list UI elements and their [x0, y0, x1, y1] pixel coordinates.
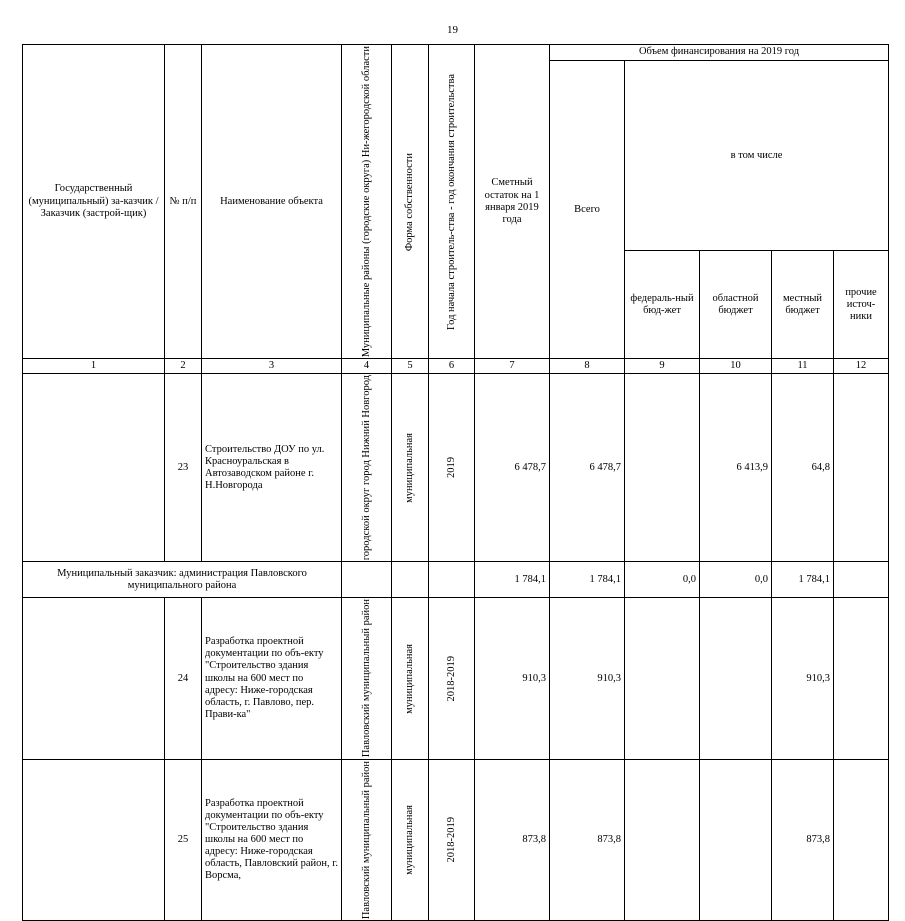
financing-table [22, 44, 889, 921]
colnum: 11 [772, 359, 834, 374]
header-years-cell [429, 45, 475, 359]
header-other: прочие источ-ники [834, 251, 889, 359]
cell-ownership-wrap [392, 374, 429, 562]
cell-years-wrap [429, 374, 475, 562]
cell-balance: 873,8 [475, 759, 550, 920]
colnum: 5 [392, 359, 429, 374]
cell-empty [392, 562, 429, 598]
cell-ownership: муниципальная [404, 432, 416, 503]
cell-object-name: Разработка проектной документации по объ-екту "Строительство здания школы на 600 мест по адресу: Ниже-городская область, Павловский район, г. Ворсма, [202, 759, 342, 920]
colnum: 7 [475, 359, 550, 374]
header-row-1 [23, 45, 889, 61]
cell-number: 24 [165, 598, 202, 759]
header-local: местный бюджет [772, 251, 834, 359]
column-numbers-row [23, 359, 889, 374]
header-number: № п/п [165, 45, 202, 359]
cell-number: 23 [165, 374, 202, 562]
cell-local: 873,8 [772, 759, 834, 920]
cell-district-wrap [342, 374, 392, 562]
cell-other [834, 759, 889, 920]
table-row [23, 374, 889, 562]
header-including: в том числе [625, 61, 889, 251]
cell-balance: 910,3 [475, 598, 550, 759]
colnum: 10 [700, 359, 772, 374]
colnum: 4 [342, 359, 392, 374]
cell-regional [700, 598, 772, 759]
cell-federal [625, 374, 700, 562]
cell-object-name: Строительство ДОУ по ул. Красноуральская в Автозаводском районе г. Н.Новгорода [202, 374, 342, 562]
colnum: 6 [429, 359, 475, 374]
cell-federal [625, 759, 700, 920]
colnum: 1 [23, 359, 165, 374]
cell-ownership: муниципальная [404, 804, 416, 875]
cell-object-name: Разработка проектной документации по объ-екту "Строительство здания школы на 600 мест по адресу: Ниже-городская область, г. Павлово, пер. Прави-ка" [202, 598, 342, 759]
cell-empty [342, 562, 392, 598]
colnum: 8 [550, 359, 625, 374]
header-total: Всего [550, 61, 625, 359]
cell-total: 1 784,1 [550, 562, 625, 598]
cell-customer [23, 759, 165, 920]
header-districts-cell [342, 45, 392, 359]
cell-ownership-wrap [392, 598, 429, 759]
cell-district: Павловский муниципальный район [360, 599, 372, 758]
table-row [23, 598, 889, 759]
cell-district-wrap [342, 759, 392, 920]
cell-number: 25 [165, 759, 202, 920]
group-customer: Муниципальный заказчик: администрация Павловского муниципального района [23, 562, 342, 598]
header-years: Год начала строитель-ства - год окончания строительства [445, 73, 457, 330]
cell-years: 2018-2019 [445, 816, 457, 863]
cell-other [834, 562, 889, 598]
cell-local: 910,3 [772, 598, 834, 759]
cell-years-wrap [429, 598, 475, 759]
header-regional: областной бюджет [700, 251, 772, 359]
colnum: 12 [834, 359, 889, 374]
cell-balance: 1 784,1 [475, 562, 550, 598]
cell-local: 64,8 [772, 374, 834, 562]
cell-regional: 0,0 [700, 562, 772, 598]
header-ownership-cell [392, 45, 429, 359]
header-ownership: Форма собственности [404, 152, 416, 251]
cell-years: 2019 [445, 457, 457, 479]
cell-years: 2018-2019 [445, 655, 457, 702]
cell-other [834, 374, 889, 562]
cell-ownership: муниципальная [404, 643, 416, 714]
header-federal: федераль-ный бюд-жет [625, 251, 700, 359]
header-customer: Государственный (муниципальный) за-казчик / Заказчик (застрой-щик) [23, 45, 165, 359]
cell-balance: 6 478,7 [475, 374, 550, 562]
cell-federal [625, 598, 700, 759]
cell-customer [23, 374, 165, 562]
cell-ownership-wrap [392, 759, 429, 920]
cell-total: 910,3 [550, 598, 625, 759]
cell-other [834, 598, 889, 759]
table-row [23, 759, 889, 920]
cell-district-wrap [342, 598, 392, 759]
colnum: 9 [625, 359, 700, 374]
cell-regional: 6 413,9 [700, 374, 772, 562]
header-funding: Объем финансирования на 2019 год [550, 45, 889, 61]
cell-total: 6 478,7 [550, 374, 625, 562]
header-object-name: Наименование объекта [202, 45, 342, 359]
cell-regional [700, 759, 772, 920]
cell-local: 1 784,1 [772, 562, 834, 598]
header-balance: Сметный остаток на 1 января 2019 года [475, 45, 550, 359]
cell-years-wrap [429, 759, 475, 920]
cell-total: 873,8 [550, 759, 625, 920]
header-districts: Муниципальные районы (городские округа) Ни-жегородской области [360, 46, 372, 358]
cell-district: городской округ город Нижний Новгород [360, 375, 372, 561]
cell-customer [23, 598, 165, 759]
cell-federal: 0,0 [625, 562, 700, 598]
cell-district: Павловский муниципальный район [360, 760, 372, 919]
page-number: 19 [447, 24, 458, 36]
cell-empty [429, 562, 475, 598]
colnum: 3 [202, 359, 342, 374]
group-row [23, 562, 889, 598]
colnum: 2 [165, 359, 202, 374]
